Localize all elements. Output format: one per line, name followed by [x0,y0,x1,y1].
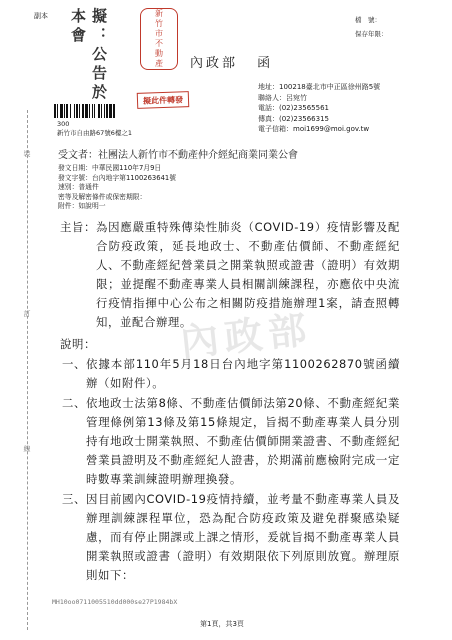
item-text: 依據本部110年5月18日台內地字第1100262870號函續辦（如附件）。 [85,357,400,390]
barcode-bar [92,104,93,118]
item-text: 依地政士法第8條、不動產估價師法第20條、不動產經紀業管理條例第13條及第15條規定，旨揭不動產專業人員分別持有地政士開業執照、不動產估價師開業證書、不動產經紀營業員證明及不動產經紀人證書，於期滿前應檢附完成一定時數專業訓練證明辦理換發。 [85,396,400,486]
binding-line [27,110,28,630]
explanation-item [62,355,400,393]
secrecy: 密等及解密條件或保密期限： [58,192,147,201]
barcode-bar [94,104,95,118]
barcode-bar [104,104,105,118]
binding-label-mid: 訂 [23,310,31,317]
attachment: 附件：如說明一 [58,202,106,210]
watermark: 內政部 [178,307,315,365]
sender-fax: 傳真：(02)23566315 [258,114,329,123]
recipient-address-block [57,120,132,138]
barcode-bar [101,104,102,118]
handwritten-note-vertical: 擬：公告於本會 [69,8,108,103]
dispatch-date: 發文日期：中華民國110年7月9日 [58,164,162,172]
item-text: 因目前國內COVID-19疫情持續，並考量不動產專業人員及辦理訓練課程單位，恐為配合防疫政策及避免群聚感染疑慮，而有停止開課或上課之情形，爰就旨揭不動產專業人員開業執照或證書（證明）有效期限依下列原則放寬。辦理原則如下： [85,492,400,582]
agency-name: 內政部 [190,56,239,71]
subject-label: 主旨： [60,220,96,234]
document-type: 函 [257,56,274,71]
dispatch-number: 發文字號：台內地字第1100263641號 [58,173,177,182]
item-number: 二、 [62,396,86,410]
dispatch-meta [58,164,176,212]
barcode-bar [109,104,112,118]
barcode-bar [79,104,80,118]
explanation-item [62,394,400,489]
barcode-bar [66,104,68,118]
item-number: 一、 [62,357,86,371]
red-seal-stamp: 新竹市不動產 [140,8,178,70]
barcode-bar [76,104,78,118]
binding-label-top: 裝 [23,150,31,157]
barcode-bar [98,104,100,118]
barcode-bar [60,104,63,118]
sender-email: 電子信箱：moi1699@moi.gov.tw [258,125,370,133]
subject-section [60,218,400,332]
barcode-bar [74,104,75,118]
barcode-bar [89,104,90,118]
barcode-bar [85,104,88,118]
barcode-bar [70,104,71,118]
page-number: 第1頁，共3頁 [200,620,244,628]
barcode-bar [113,104,115,118]
subject-text: 為因應嚴重特殊傳染性肺炎（COVID-19）疫情影響及配合防疫政策，延長地政士、不動產估價師、不動產經紀人、不動產經紀營業員之開業執照或證書（證明）有效期限；並提醒不動產專業人員相關訓練課程，亦應依中央流行疫情指揮中心公布之相關防疫措施辦理1案，請查照轉知，並配合辦理。 [95,220,400,329]
forward-stamp: 擬此件轉發 [137,91,190,109]
document-code: MH10oo0711005510dd000se27P1984bX [52,598,178,606]
item-number: 三、 [62,492,86,506]
barcode-bar [106,104,108,118]
barcode-bar [54,104,56,118]
barcode [54,104,138,118]
sender-phone: 電話：(02)23565561 [258,104,329,112]
recipient-address: 新竹市自由路67號6樓之1 [57,129,133,137]
barcode-bar [82,104,84,118]
barcode-bar [57,104,58,118]
copy-label: 副本 [34,12,48,20]
document-header [190,52,273,71]
sender-address: 地址：100218臺北市中正區徐州路5號 [258,83,381,91]
sender-block [258,82,380,135]
binding-label-bottom: 線 [23,445,31,452]
explanation-section [60,335,400,585]
file-number-label: 檔 號： [355,16,381,24]
explanation-label: 說明： [60,337,96,351]
speed: 速別：普通件 [58,183,99,191]
addressee: 受文者：社團法人新竹市不動產仲介經紀商業同業公會 [58,150,298,161]
barcode-bar [64,104,65,118]
retention-label: 保存年限： [355,30,388,38]
sender-contact: 聯絡人：呂宛竹 [258,93,307,102]
postal-code: 300 [57,120,70,128]
explanation-item [62,490,400,585]
